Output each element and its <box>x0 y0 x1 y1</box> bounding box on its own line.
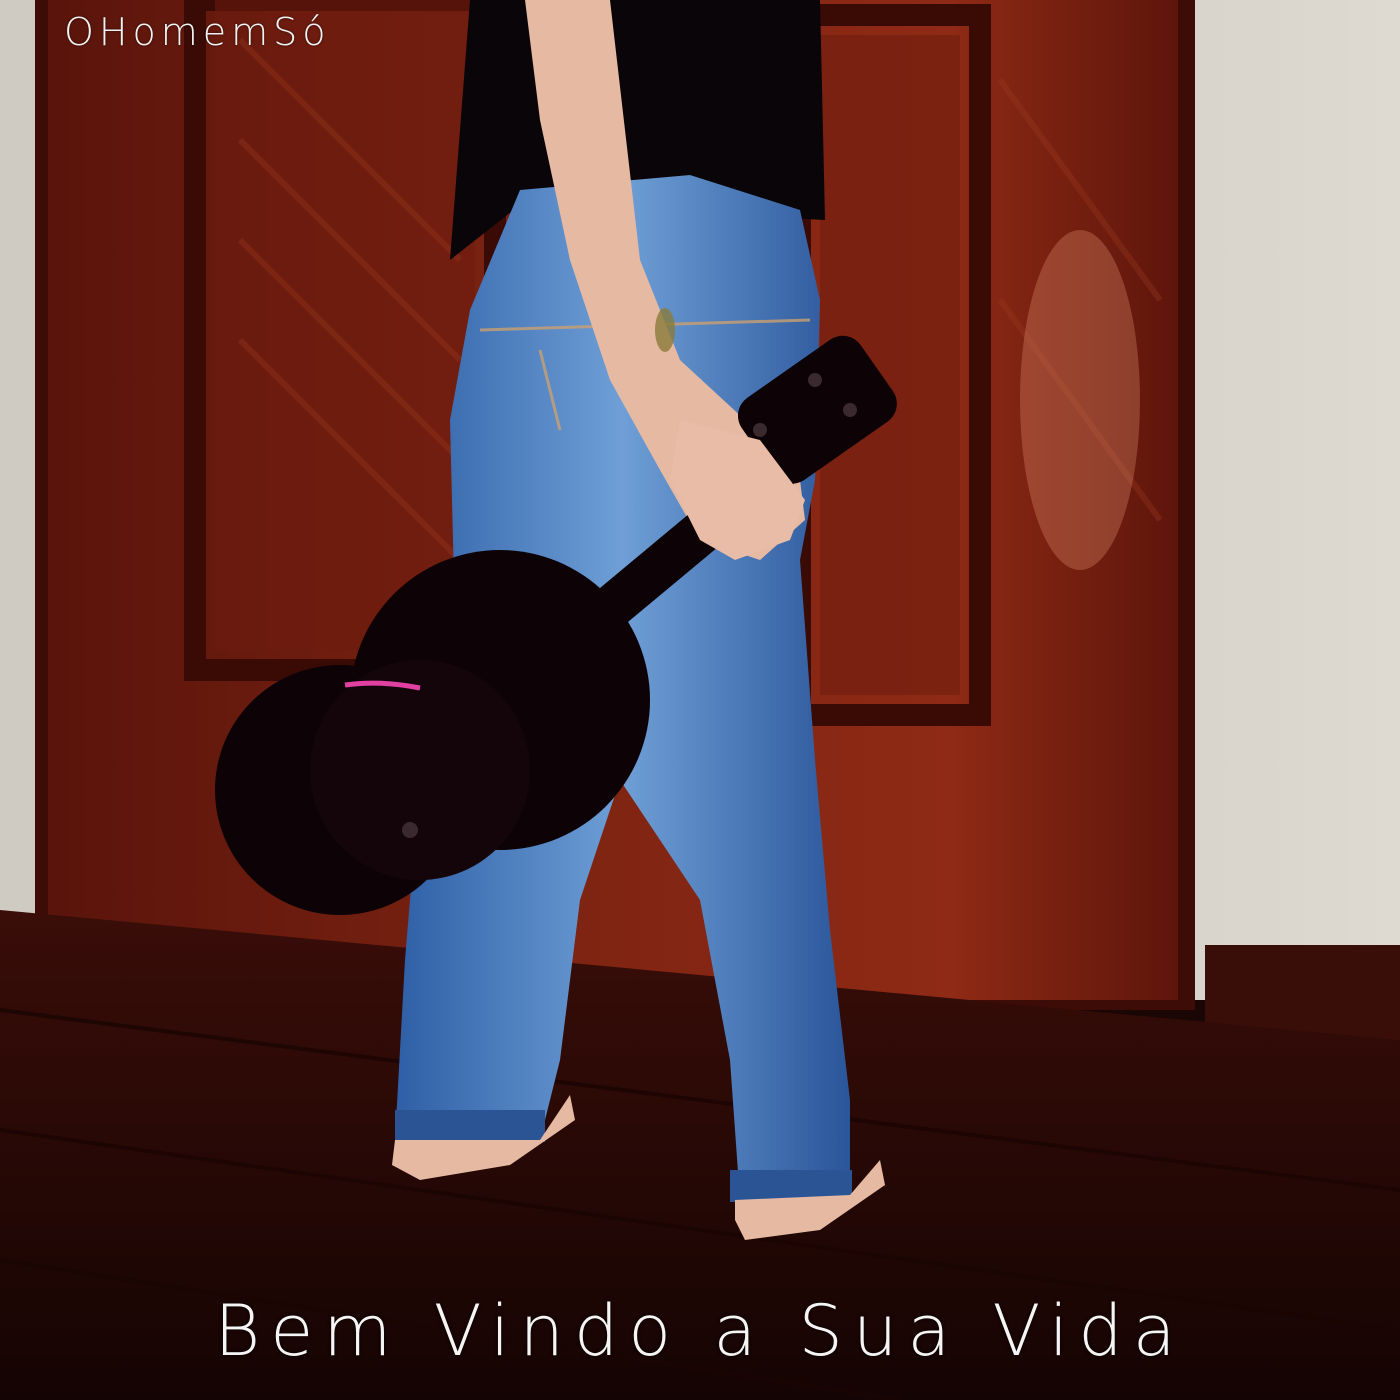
album-title: Bem Vindo a Sua Vida <box>214 1290 1186 1372</box>
artist-name: OHomemSó <box>64 10 331 54</box>
door-highlight <box>1020 230 1140 570</box>
wall-left-edge <box>0 0 40 960</box>
